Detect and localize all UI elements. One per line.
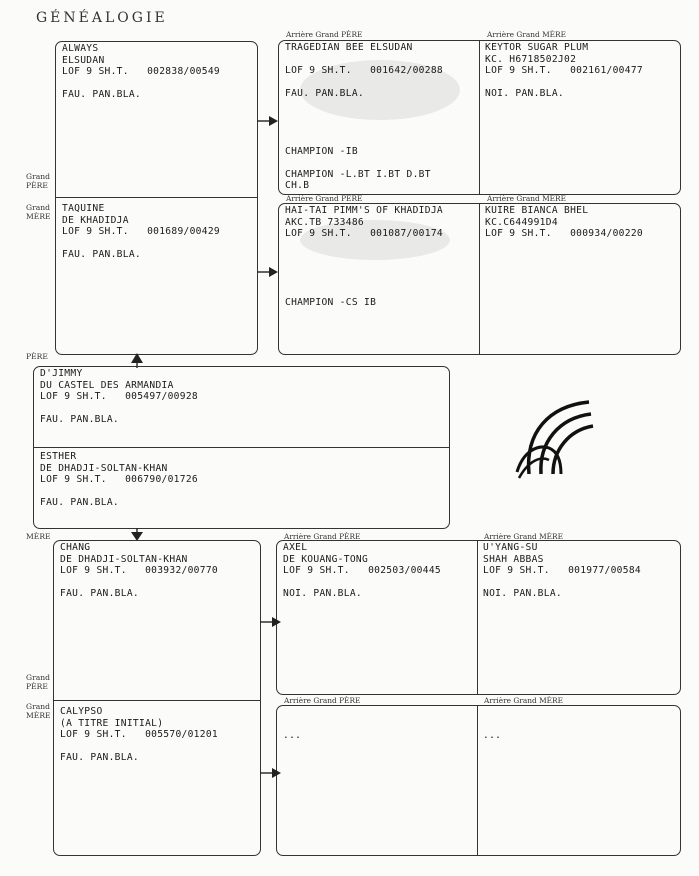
entry-line: CHAMPION -CS IB	[285, 297, 377, 308]
paternal-grandmother-entry	[62, 203, 220, 261]
entry-line: KUIRE BIANCA BHEL	[485, 205, 589, 216]
entry-line	[485, 77, 643, 89]
entry-line: HAI-TAI PIMM'S OF KHADIDJA	[285, 205, 443, 216]
page-title: GÉNÉALOGIE	[36, 10, 168, 26]
entry-line: LOF 9 SH.T. 001689/00429	[62, 226, 220, 237]
divider	[34, 447, 449, 448]
entry-line: U'YANG-SU	[483, 542, 538, 553]
entry-line: KC.C644991D4	[485, 216, 558, 228]
father-entry	[40, 368, 198, 426]
entry-line: NOI. PAN.BLA.	[483, 588, 562, 599]
divider	[477, 706, 478, 855]
club-logo	[515, 392, 595, 482]
parents-box	[33, 366, 450, 529]
entry-line	[285, 274, 443, 286]
entry-line: FAU. PAN.BLA.	[62, 89, 141, 100]
great-grandmother-entry	[485, 205, 643, 240]
entry-line	[483, 577, 641, 589]
entry-line: ...	[483, 730, 502, 741]
entry-line	[283, 719, 301, 731]
entry-line: D'JIMMY	[40, 368, 83, 379]
arrow-right-icon	[260, 616, 282, 628]
entry-line: SHAH ABBAS	[483, 553, 544, 565]
arriere-grand-pere-caption: Arrière Grand PÈRE	[284, 696, 361, 705]
entry-line	[285, 134, 443, 146]
entry-line: ...	[283, 730, 302, 741]
grand-pere-label: Grand PÈRE	[26, 673, 50, 691]
entry-line: ESTHER	[40, 451, 77, 462]
paper-texture	[300, 60, 460, 120]
arrow-right-icon	[257, 266, 279, 278]
entry-line: NOI. PAN.BLA.	[485, 88, 564, 99]
entry-line: LOF 9 SH.T. 005570/01201	[60, 729, 218, 740]
entry-line: FAU. PAN.BLA.	[285, 88, 364, 99]
entry-line: (A TITRE INITIAL)	[60, 717, 164, 729]
grand-pere-label: Grand PÈRE	[26, 172, 50, 190]
entry-line	[283, 707, 301, 719]
entry-line: LOF 9 SH.T. 003932/00770	[60, 565, 218, 576]
divider	[54, 700, 260, 701]
entry-line: LOF 9 SH.T. 002838/00549	[62, 66, 220, 77]
great-grandmother-entry	[485, 42, 643, 100]
entry-line: CHAMPION -IB	[285, 145, 358, 157]
entry-line	[285, 157, 443, 169]
entry-line: KEYTOR SUGAR PLUM	[485, 42, 589, 53]
entry-line: KC. H6718502J02	[485, 53, 577, 65]
entry-line	[62, 78, 220, 90]
entry-line: CHANG	[60, 542, 91, 553]
entry-line	[283, 742, 301, 754]
entry-line	[60, 577, 218, 589]
paternal-grandfather-entry	[62, 43, 220, 101]
entry-line	[483, 707, 501, 719]
entry-line	[285, 123, 443, 135]
entry-line: FAU. PAN.BLA.	[40, 414, 119, 425]
entry-line: DU CASTEL DES ARMANDIA	[40, 379, 174, 391]
pere-label: PÈRE	[26, 352, 48, 361]
entry-line: TAQUINE	[62, 203, 105, 214]
entry-line: DE KHADIDJA	[62, 214, 129, 226]
entry-line: DE DHADJI-SOLTAN-KHAN	[60, 553, 188, 565]
entry-line: ELSUDAN	[62, 54, 105, 66]
entry-line: CH.B	[285, 180, 310, 191]
entry-line: ALWAYS	[62, 43, 99, 54]
arrow-right-icon	[260, 767, 282, 779]
arriere-grand-mere-caption: Arrière Grand MÈRE	[487, 194, 567, 203]
arriere-grand-mere-caption: Arrière Grand MÈRE	[487, 30, 567, 39]
divider	[479, 204, 480, 354]
entry-line	[60, 741, 218, 753]
arriere-grand-mere-caption: Arrière Grand MÈRE	[484, 532, 564, 541]
entry-line: LOF 9 SH.T. 000934/00220	[485, 228, 643, 239]
entry-line: AXEL	[283, 542, 308, 553]
entry-line	[483, 719, 501, 731]
entry-line: FAU. PAN.BLA.	[60, 752, 139, 763]
entry-line	[483, 742, 501, 754]
grand-mere-label: Grand MÈRE	[26, 702, 51, 720]
great-grandfather-entry	[283, 707, 301, 753]
entry-line: TRAGEDIAN BEE ELSUDAN	[285, 42, 413, 53]
great-grandfather-entry	[283, 542, 441, 600]
entry-line: FAU. PAN.BLA.	[60, 588, 139, 599]
entry-line	[285, 263, 443, 275]
entry-line: CHAMPION -L.BT I.BT D.BT	[285, 168, 431, 180]
maternal-grandmother-entry	[60, 706, 218, 764]
entry-line: LOF 9 SH.T. 001977/00584	[483, 565, 641, 576]
mere-label: MÈRE	[26, 532, 51, 541]
entry-line: LOF 9 SH.T. 001642/00288	[285, 65, 443, 76]
great-grandmother-entry	[483, 707, 501, 753]
maternal-grandparents-box	[53, 540, 261, 856]
entry-line: DE DHADJI-SOLTAN-KHAN	[40, 462, 168, 474]
paternal-grandparents-box	[55, 41, 258, 355]
entry-line: LOF 9 SH.T. 002161/00477	[485, 65, 643, 76]
divider	[56, 197, 257, 198]
arriere-grand-pere-caption: Arrière Grand PÈRE	[286, 30, 363, 39]
entry-line	[40, 403, 198, 415]
entry-line: LOF 9 SH.T. 006790/01726	[40, 474, 198, 485]
paper-texture	[300, 220, 450, 260]
entry-line: NOI. PAN.BLA.	[283, 588, 362, 599]
entry-line	[40, 486, 198, 498]
great-grandparents-box	[276, 705, 681, 856]
arriere-grand-pere-caption: Arrière Grand PÈRE	[286, 194, 363, 203]
arrow-right-icon	[257, 115, 279, 127]
great-grandmother-entry	[483, 542, 641, 600]
entry-line	[283, 577, 441, 589]
maternal-grandfather-entry	[60, 542, 218, 600]
entry-line: FAU. PAN.BLA.	[40, 497, 119, 508]
entry-line: LOF 9 SH.T. 001087/00174	[285, 228, 443, 239]
great-grandparents-box	[276, 540, 681, 695]
entry-line: LOF 9 SH.T. 005497/00928	[40, 391, 198, 402]
entry-line	[62, 238, 220, 250]
divider	[477, 541, 478, 694]
mother-entry	[40, 451, 198, 509]
entry-line	[285, 286, 443, 298]
arriere-grand-mere-caption: Arrière Grand MÈRE	[484, 696, 564, 705]
entry-line: LOF 9 SH.T. 002503/00445	[283, 565, 441, 576]
entry-line: CALYPSO	[60, 706, 103, 717]
entry-line: AKC.TB 733486	[285, 216, 364, 228]
entry-line: FAU. PAN.BLA.	[62, 249, 141, 260]
divider	[479, 41, 480, 194]
grand-mere-label: Grand MÈRE	[26, 203, 51, 221]
arriere-grand-pere-caption: Arrière Grand PÈRE	[284, 532, 361, 541]
entry-line: DE KOUANG-TONG	[283, 553, 369, 565]
